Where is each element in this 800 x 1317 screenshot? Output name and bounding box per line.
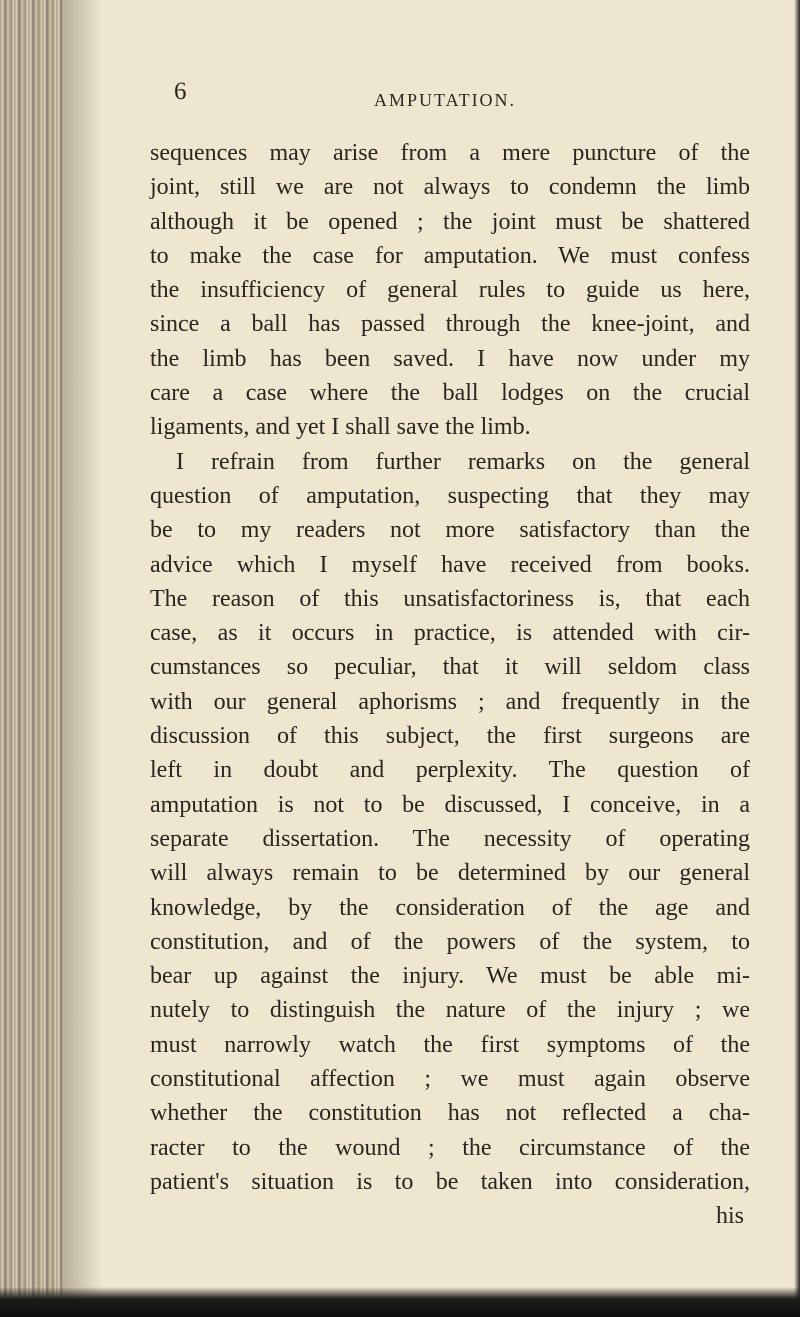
- page-number: 6: [174, 78, 187, 105]
- text-line: sequences may arise from a mere puncture of the: [150, 140, 750, 166]
- text-line: joint, still we are not always to condemn the limb: [150, 174, 750, 201]
- text-line: ligaments, and yet I shall save the limb.: [150, 414, 531, 441]
- page-bottom-shadow: [0, 1287, 800, 1317]
- text-line: although it be opened ; the joint must be shattered: [150, 208, 750, 235]
- text-line: to make the case for amputation. We must confess: [150, 242, 750, 269]
- page-right-edge: [794, 0, 800, 1317]
- text-line: discussion of this subject, the first surgeons are: [150, 723, 750, 750]
- text-line: cumstances so peculiar, that it will seldom class: [150, 654, 750, 681]
- text-line: I refrain from further remarks on the general: [176, 448, 750, 475]
- text-line: amputation is not to be discussed, I conceive, in a: [150, 791, 750, 818]
- book-binding-gutter: [0, 0, 62, 1317]
- text-line: with our general aphorisms ; and frequently in the: [150, 688, 750, 715]
- text-line: care a case where the ball lodges on the crucial: [150, 380, 750, 407]
- text-line: left in doubt and perplexity. The question of: [150, 757, 750, 784]
- text-line: racter to the wound ; the circumstance of the: [150, 1134, 750, 1161]
- text-line: whether the constitution has not reflected a cha-: [150, 1100, 750, 1127]
- page-header: [150, 78, 750, 122]
- text-line: patient's situation is to be taken into consideration,: [150, 1168, 750, 1195]
- running-head: AMPUTATION.: [374, 90, 517, 110]
- text-line: question of amputation, suspecting that they may: [150, 482, 750, 509]
- text-line: the insufficiency of general rules to guide us here,: [150, 277, 750, 304]
- text-line: case, as it occurs in practice, is attended with cir-: [150, 620, 750, 647]
- text-line: must narrowly watch the first symptoms of the: [150, 1031, 750, 1058]
- body-text: [150, 136, 750, 1234]
- text-line: advice which I myself have received from books.: [150, 551, 750, 578]
- gutter-shadow: [62, 0, 102, 1317]
- text-line: since a ball has passed through the knee-joint, and: [150, 311, 750, 338]
- text-line: The reason of this unsatisfactoriness is, that each: [150, 585, 750, 612]
- text-line: be to my readers not more satisfactory than the: [150, 517, 750, 544]
- text-line: knowledge, by the consideration of the age and: [150, 894, 750, 921]
- book-page: [150, 78, 750, 1234]
- text-line: constitution, and of the powers of the system, to: [150, 928, 750, 955]
- text-line: nutely to distinguish the nature of the injury ; we: [150, 997, 750, 1024]
- text-line: bear up against the injury. We must be able mi-: [150, 963, 750, 990]
- text-line: will always remain to be determined by our general: [150, 860, 750, 887]
- text-line: the limb has been saved. I have now under my: [150, 345, 750, 372]
- catchword: his: [715, 1203, 744, 1230]
- text-line: separate dissertation. The necessity of operating: [150, 825, 750, 852]
- text-line: constitutional affection ; we must again observe: [150, 1066, 750, 1093]
